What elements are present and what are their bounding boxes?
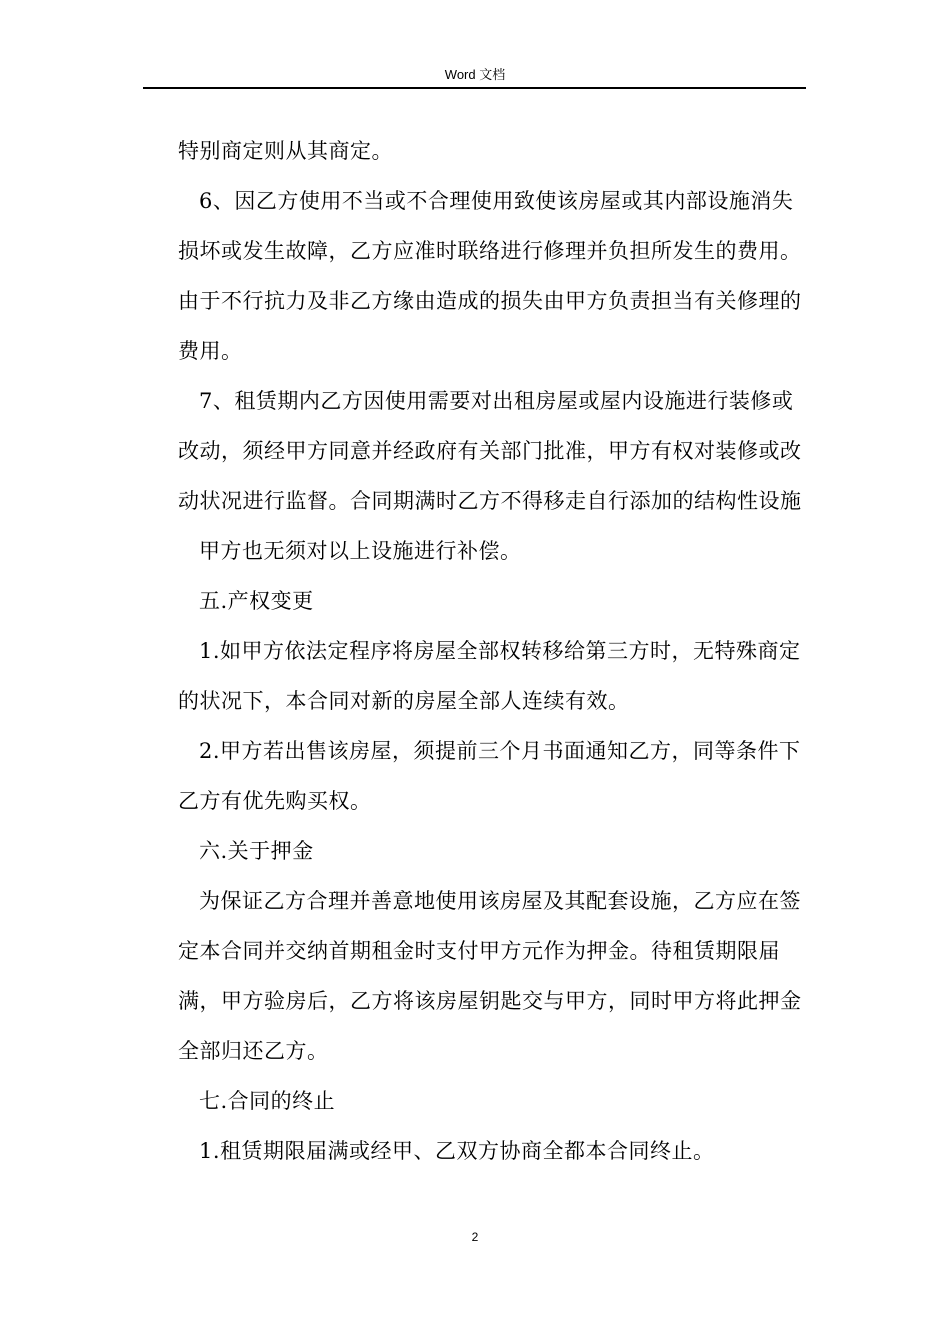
paragraph-0: 特别商定则从其商定。: [178, 139, 393, 163]
paragraph-3: 甲方也无须对以上设施进行补偿。: [199, 539, 522, 563]
paragraph-6: 2.甲方若出售该房屋，须提前三个月书面通知乙方，同等条件下乙方有优先购买权。: [178, 739, 801, 813]
paragraph-1: 6、因乙方使用不当或不合理使用致使该房屋或其内部设施消失损坏或发生故障，乙方应准时联络进行修理并负担所发生的费用。由于不行抗力及非乙方缘由造成的损失由甲方负责担当有关修理的费用。: [178, 189, 802, 363]
paragraph-5: 1.如甲方依法定程序将房屋全部权转移给第三方时，无特殊商定的状况下，本合同对新的房屋全部人连续有效。: [178, 639, 801, 713]
paragraph-8: 为保证乙方合理并善意地使用该房屋及其配套设施，乙方应在签定本合同并交纳首期租金时支付甲方元作为押金。待租赁期限届满，甲方验房后，乙方将该房屋钥匙交与甲方，同时甲方将此押金全部归还乙方。: [178, 889, 802, 1063]
section-heading-7: 七.合同的终止: [199, 1089, 336, 1113]
header-divider: [143, 87, 806, 89]
document-header-title: Word 文档: [444, 67, 506, 82]
page-number: 2: [471, 1230, 479, 1244]
paragraph-2: 7、租赁期内乙方因使用需要对出租房屋或屋内设施进行装修或改动，须经甲方同意并经政府有关部门批准，甲方有权对装修或改动状况进行监督。合同期满时乙方不得移走自行添加的结构性设施: [178, 389, 802, 513]
section-heading-5: 五.产权变更: [199, 589, 314, 613]
paragraph-10: 1.租赁期限届满或经甲、乙双方协商全都本合同终止。: [199, 1139, 715, 1163]
document-body: [178, 126, 808, 1176]
section-heading-6: 六.关于押金: [199, 839, 314, 863]
